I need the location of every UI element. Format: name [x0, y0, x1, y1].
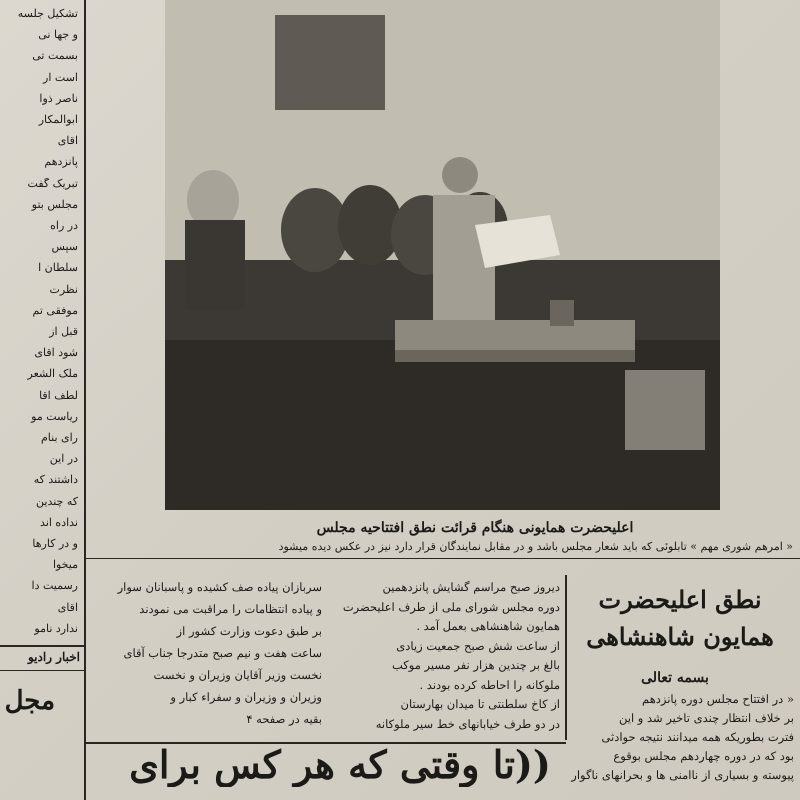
text-line: در راه — [50, 220, 78, 232]
text-line: وزیران و وزیران و سفراء کبار و — [170, 690, 322, 704]
speech-headline-2: همایون شاهنشاهی — [586, 622, 774, 651]
text-line: پیوسته و بسیاری از ناامنی ها و بحرانهای ناگوار — [571, 768, 794, 782]
bottom-headline: ((تا وقتی که هر کس برای — [129, 742, 551, 787]
text-line: ریاست مو — [31, 410, 78, 423]
text-line: آقای — [57, 601, 78, 614]
text-line: بر طبق دعوت وزارت کشور از — [176, 624, 322, 638]
photo-illustration — [165, 0, 720, 510]
text-line: از ساعت شش صبح جمعیت زیادی — [396, 638, 560, 653]
text-line: سپس — [51, 241, 78, 254]
text-line: سلطان ا — [38, 262, 78, 275]
left-footer-rule-2 — [0, 670, 84, 671]
text-line: ملوکانه را احاطه کرده بودند . — [419, 677, 560, 692]
text-line: مجلس بتو — [31, 198, 78, 211]
text-line: آقای — [57, 135, 78, 148]
text-line: لطف آقا — [39, 389, 78, 402]
text-line: ابوالمکار — [38, 114, 78, 126]
photo-caption: اعلیحضرت همایونی هنگام قرائت نطق افتتاحیه مجلس — [316, 520, 634, 536]
left-footer-label: اخبار رادیو — [27, 650, 80, 664]
text-line: قبل از — [49, 326, 78, 338]
text-line: که چندین — [36, 495, 78, 508]
text-line: بود که در دوره چهاردهم مجلس بوقوع — [613, 749, 794, 763]
left-big-word: مجل — [4, 686, 55, 716]
text-line: ناصر ذوا — [39, 92, 78, 105]
text-line: تشکیل جلسه — [17, 8, 78, 20]
text-line: است ار — [43, 71, 78, 84]
left-column-rule — [84, 0, 86, 800]
text-line: فترت بطوریکه همه میدانند نتیجه حوادثی — [601, 730, 794, 744]
text-line: ندارد نامو — [34, 622, 78, 635]
speech-headline-1: نطق اعلیحضرت — [598, 585, 762, 614]
speaker-head — [442, 157, 478, 193]
speech-body — [572, 692, 794, 792]
caption-rule — [86, 558, 800, 559]
text-line: نظرت — [49, 283, 78, 296]
text-line: و در کارها — [32, 538, 78, 550]
text-line: سربازان پیاده صف کشیده و پاسبانان سوار — [117, 580, 322, 594]
text-line: میخوا — [52, 559, 78, 572]
text-line: همایون شاهنشاهی بعمل آمد . — [416, 619, 560, 633]
wall-plaque — [275, 15, 385, 110]
text-line: رسمیت دا — [31, 580, 78, 593]
text-line: در دو طرف خیابانهای خط سیر ملوکانه — [375, 716, 560, 731]
text-line: و پیاده انتظامات را مراقبت می نمودند — [139, 602, 322, 616]
article-left — [92, 580, 322, 740]
text-line: بر خلاف انتظار چندی تاخیر شد و این — [618, 711, 794, 725]
parliament-photo — [165, 0, 720, 510]
text-line: بسمت تی — [32, 50, 78, 63]
photo-subcaption: « امرهم شوری مهم » تابلوئی که باید شعار مجلس باشد و در مقابل نمایندگان قرار دارد نیز در عکس دیده میشود — [278, 540, 793, 553]
text-line: داشتند که — [33, 474, 78, 487]
text-line: تبریک گفت — [27, 177, 78, 190]
speech-invocation: بسمه تعالی — [641, 670, 709, 686]
text-line: بالغ بر چندین هزار نفر مسیر موکب — [391, 658, 560, 672]
speech-column-rule — [565, 575, 567, 740]
left-footer-rule — [0, 645, 84, 647]
text-line: دیروز صبح مراسم گشایش پانزدهمین — [382, 580, 560, 594]
text-line: نداده اند — [40, 516, 78, 529]
text-line: دوره مجلس شورای ملی از طرف اعلیحضرت — [342, 599, 560, 614]
text-line: ساعت هفت و نیم صبح متدرجا جناب آقای — [123, 646, 322, 660]
text-line: در این — [49, 453, 78, 466]
text-line: بقیه در صفحه ۴ — [246, 712, 322, 726]
text-line: پانزدهم — [44, 156, 78, 169]
text-line: موفقی تم — [32, 304, 78, 317]
article-middle — [330, 580, 560, 740]
text-line: نخست وزیر آقایان وزیران و نخست — [153, 668, 322, 682]
text-line: ملک الشعر — [27, 368, 78, 381]
text-line: شود آقای — [34, 347, 78, 360]
text-line: رای بنام — [40, 432, 78, 444]
text-line: و جها نی — [38, 29, 78, 42]
text-line: « در افتتاح مجلس دوره پانزدهم — [642, 692, 794, 706]
text-line: از کاخ سلطنتی تا میدان بهارستان — [400, 697, 560, 711]
